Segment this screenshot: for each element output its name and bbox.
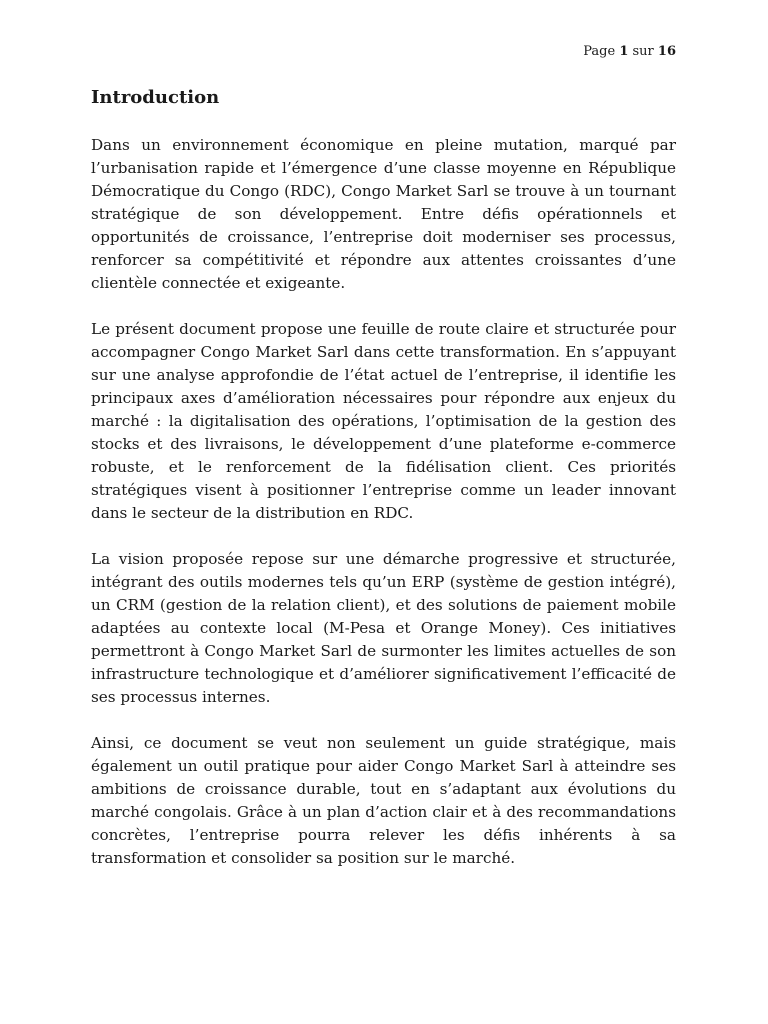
- paragraph: Dans un environnement économique en pleine mutation, marqué par l’urbanisation rapide et l’émergence d’une classe moyenne en République Démocratique du Congo (RDC), Congo Market Sarl se trouve à un tournant stratégique de son développement. Entre défis opérationnels et opportunités de croissance, l’entreprise doit moderniser ses processus, renforcer sa compétitivité et répondre aux attentes croissantes d’une clientèle connectée et exigeante.: [91, 136, 676, 292]
- document-body: [91, 134, 676, 893]
- page-current: 1: [619, 44, 629, 59]
- paragraph: La vision proposée repose sur une démarche progressive et structurée, intégrant des outils modernes tels qu’un ERP (système de gestion intégré), un CRM (gestion de la relation client), et des solutions de paiement mobile adaptées au contexte local (M-Pesa et Orange Money). Ces initiatives permettront à Congo Market Sarl de surmonter les limites actuelles de son infrastructure technologique et d’améliorer significativement l’efficacité de ses processus internes.: [91, 550, 676, 706]
- section-title: Introduction: [91, 87, 220, 108]
- page-prefix: Page: [583, 44, 616, 59]
- paragraph: Le présent document propose une feuille de route claire et structurée pour accompagner Congo Market Sarl dans cette transformation. En s’appuyant sur une analyse approfondie de l’état actuel de l’entreprise, il identifie les principaux axes d’amélioration nécessaires pour répondre aux enjeux du marché : la digitalisation des opérations, l’optimisation de la gestion des stocks et des livraisons, le développement d’une plateforme e-commerce robuste, et le renforcement de la fidélisation client. Ces priorités stratégiques visent à positionner l’entreprise comme un leader innovant dans le secteur de la distribution en RDC.: [91, 320, 676, 522]
- paragraph: Ainsi, ce document se veut non seulement un guide stratégique, mais également un outil pratique pour aider Congo Market Sarl à atteindre ses ambitions de croissance durable, tout en s’adaptant aux évolutions du marché congolais. Grâce à un plan d’action clair et à des recommandations concrètes, l’entreprise pourra relever les défis inhérents à sa transformation et consolider sa position sur le marché.: [91, 734, 676, 867]
- page-total: 16: [657, 44, 676, 59]
- page-separator: sur: [632, 44, 654, 59]
- page-number: [583, 44, 676, 59]
